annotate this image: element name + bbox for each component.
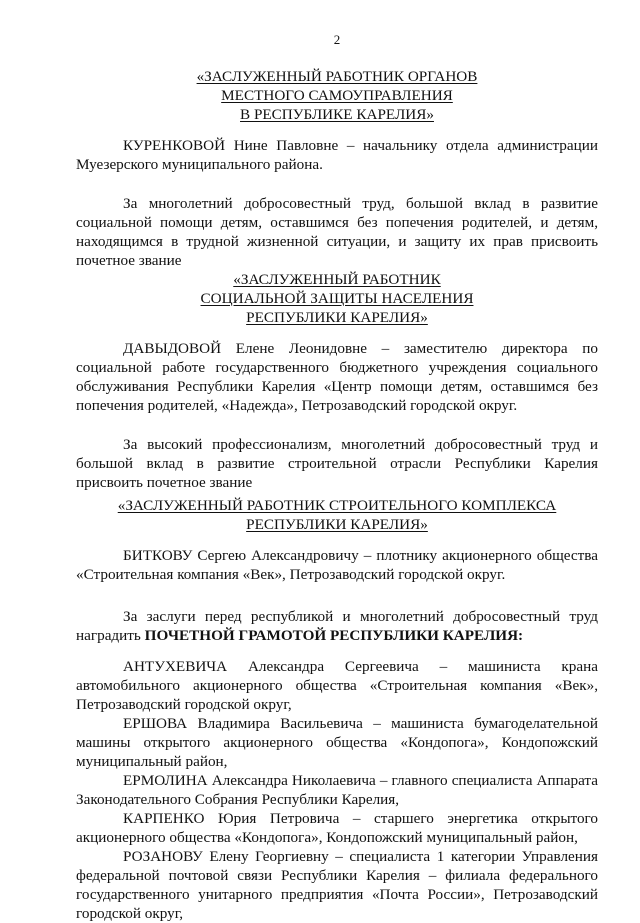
section4-recipient: КАРПЕНКО Юрия Петровича – старшего энергетика открытого акционерного общества «Кондопога», Кондопожский муниципальный район, — [76, 810, 598, 846]
section4-recipient: ЕРШОВА Владимира Васильевича – машиниста бумагоделательной машины открытого акционерного общества «Кондопога», Кондопожский муниципальный район, — [76, 715, 598, 770]
section4-intro — [76, 607, 598, 645]
section1-title-line: МЕСТНОГО САМОУПРАВЛЕНИЯ — [221, 87, 453, 104]
section4-recipient: РОЗАНОВУ Елену Георгиевну – специалиста 1 категории Управления федеральной почтовой связи Республики Карелия – филиала федерального государственного унитарного предприятия «Почта России», Петрозаводский городской округ, — [76, 848, 598, 922]
section3-title-line: РЕСПУБЛИКИ КАРЕЛИЯ» — [246, 516, 428, 533]
document-page — [76, 32, 598, 923]
section1-title-line: В РЕСПУБЛИКЕ КАРЕЛИЯ» — [240, 106, 434, 123]
section2-award-text: За высокий профессионализм, многолетний добросовестный труд и большой вклад в развитие строительной отрасли Республики Карелия присвоить почетное звание — [76, 436, 598, 491]
section4-recipient: ЕРМОЛИНА Александра Николаевича – главного специалиста Аппарата Законодательного Собрания Республики Карелия, — [76, 772, 598, 808]
section1-recipient: КУРЕНКОВОЙ Нине Павловне – начальнику отдела администрации Муезерского муниципального района. — [76, 137, 598, 173]
section2-title — [76, 270, 598, 327]
section3-title-line: «ЗАСЛУЖЕННЫЙ РАБОТНИК СТРОИТЕЛЬНОГО КОМПЛЕКСА — [117, 497, 557, 514]
section2-title-line: «ЗАСЛУЖЕННЫЙ РАБОТНИК — [233, 271, 441, 288]
section3-title — [76, 496, 598, 534]
section1-award-text: За многолетний добросовестный труд, большой вклад в развитие социальной помощи детям, оставшимся без попечения родителей, и детям, находящимся в трудной жизненной ситуации, и защиту их прав присвоить почетное звание — [76, 195, 598, 269]
section2-title-line: СОЦИАЛЬНОЙ ЗАЩИТЫ НАСЕЛЕНИЯ — [200, 290, 474, 307]
section2-title-line: РЕСПУБЛИКИ КАРЕЛИЯ» — [246, 309, 428, 326]
section4-recipient: АНТУХЕВИЧА Александра Сергеевича – машиниста крана автомобильного акционерного общества «Строительная компания «Век», Петрозаводский городской округ, — [76, 658, 598, 713]
section2-recipient: ДАВЫДОВОЙ Елене Леонидовне – заместителю директора по социальной работе государственного бюджетного учреждения социального обслуживания Республики Карелия «Центр помощи детям, оставшимся без попечения родителей, «Надежда», Петрозаводский городской округ. — [76, 340, 598, 414]
section4-intro-text: За заслуги перед республикой и многолетний добросовестный труд наградить — [76, 608, 598, 644]
section1-title-line: «ЗАСЛУЖЕННЫЙ РАБОТНИК ОРГАНОВ — [196, 68, 478, 85]
section1-title — [76, 67, 598, 124]
section3-recipient: БИТКОВУ Сергею Александровичу – плотнику акционерного общества «Строительная компания «Век», Петрозаводский городской округ. — [76, 547, 598, 583]
page-number: 2 — [333, 32, 341, 47]
section4-intro-bold: ПОЧЕТНОЙ ГРАМОТОЙ РЕСПУБЛИКИ КАРЕЛИЯ: — [144, 627, 524, 644]
